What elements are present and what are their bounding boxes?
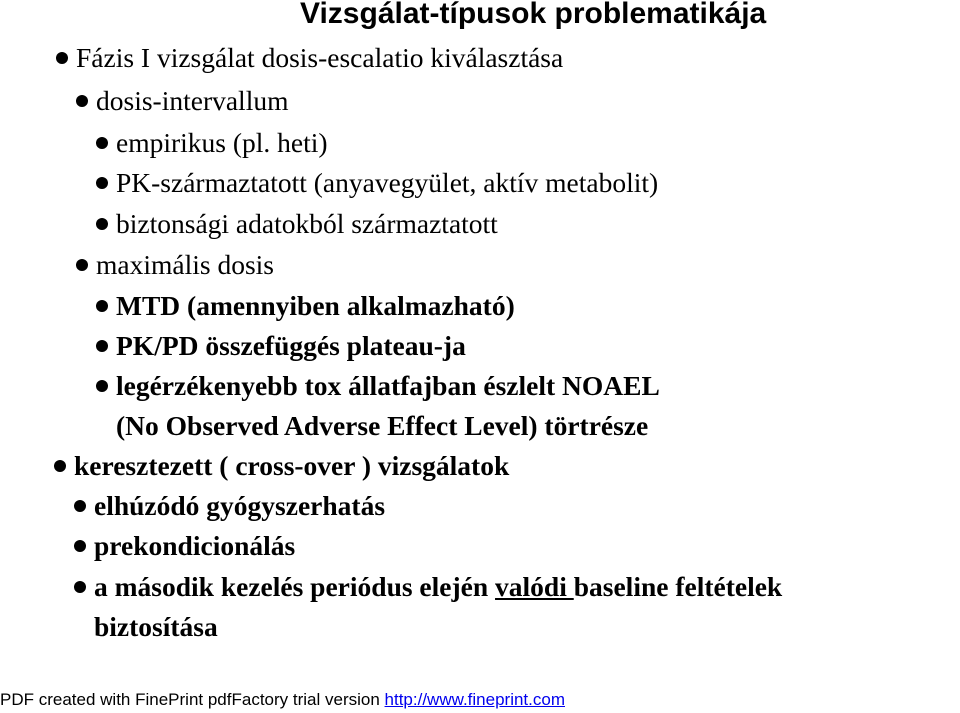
bullet-icon [96,218,108,230]
bullet-icon [96,380,108,392]
list-item-text: MTD (amennyiben alkalmazható) [116,290,515,321]
pdf-footer [0,689,565,711]
list-item-text: PK/PD összefüggés plateau-ja [116,330,466,361]
list-item-text: elhúzódó gyógyszerhatás [94,490,386,521]
list-item-text: maximális dosis [96,249,274,280]
bullet-icon [76,95,88,107]
list-item-text: legérzékenyebb tox állatfajban észlelt NOAEL [116,370,660,401]
list-item-text [94,571,782,603]
list-item-text: PK-származtatott (anyavegyület, aktív metabolit) [116,167,659,198]
list-item-text: empirikus (pl. heti) [116,127,328,158]
bullet-icon [96,340,108,352]
bullet-icon [54,460,66,472]
footer-link[interactable]: http://www.fineprint.com [384,690,565,709]
bullet-icon [96,300,108,312]
bullet-icon [76,259,88,271]
bullet-icon [74,500,86,512]
text-segment: a második kezelés periódus elején [94,571,496,602]
underlined-text: valódi [495,571,574,602]
list-item-text: keresztezett ( cross-over ) vizsgálatok [74,450,510,481]
slide-title: Vizsgálat-típusok problematikája [300,0,767,30]
list-item-text: dosis-intervallum [96,85,289,116]
bullet-icon [74,540,86,552]
list-item-text: (No Observed Adverse Effect Level) törtrésze [116,410,649,441]
list-item-text: Fázis I vizsgálat dosis-escalatio kiválasztása [76,42,564,73]
footer-text: PDF created with FinePrint pdfFactory trial version [0,690,385,709]
bullet-icon [74,581,86,593]
list-item-text: biztonsági adatokból származtatott [116,208,498,239]
list-item-text: biztosítása [94,611,218,642]
text-segment: baseline feltételek [573,571,783,602]
list-item-text: prekondicionálás [94,530,296,561]
bullet-icon [96,137,108,149]
bullet-icon [96,177,108,189]
bullet-icon [56,52,68,64]
